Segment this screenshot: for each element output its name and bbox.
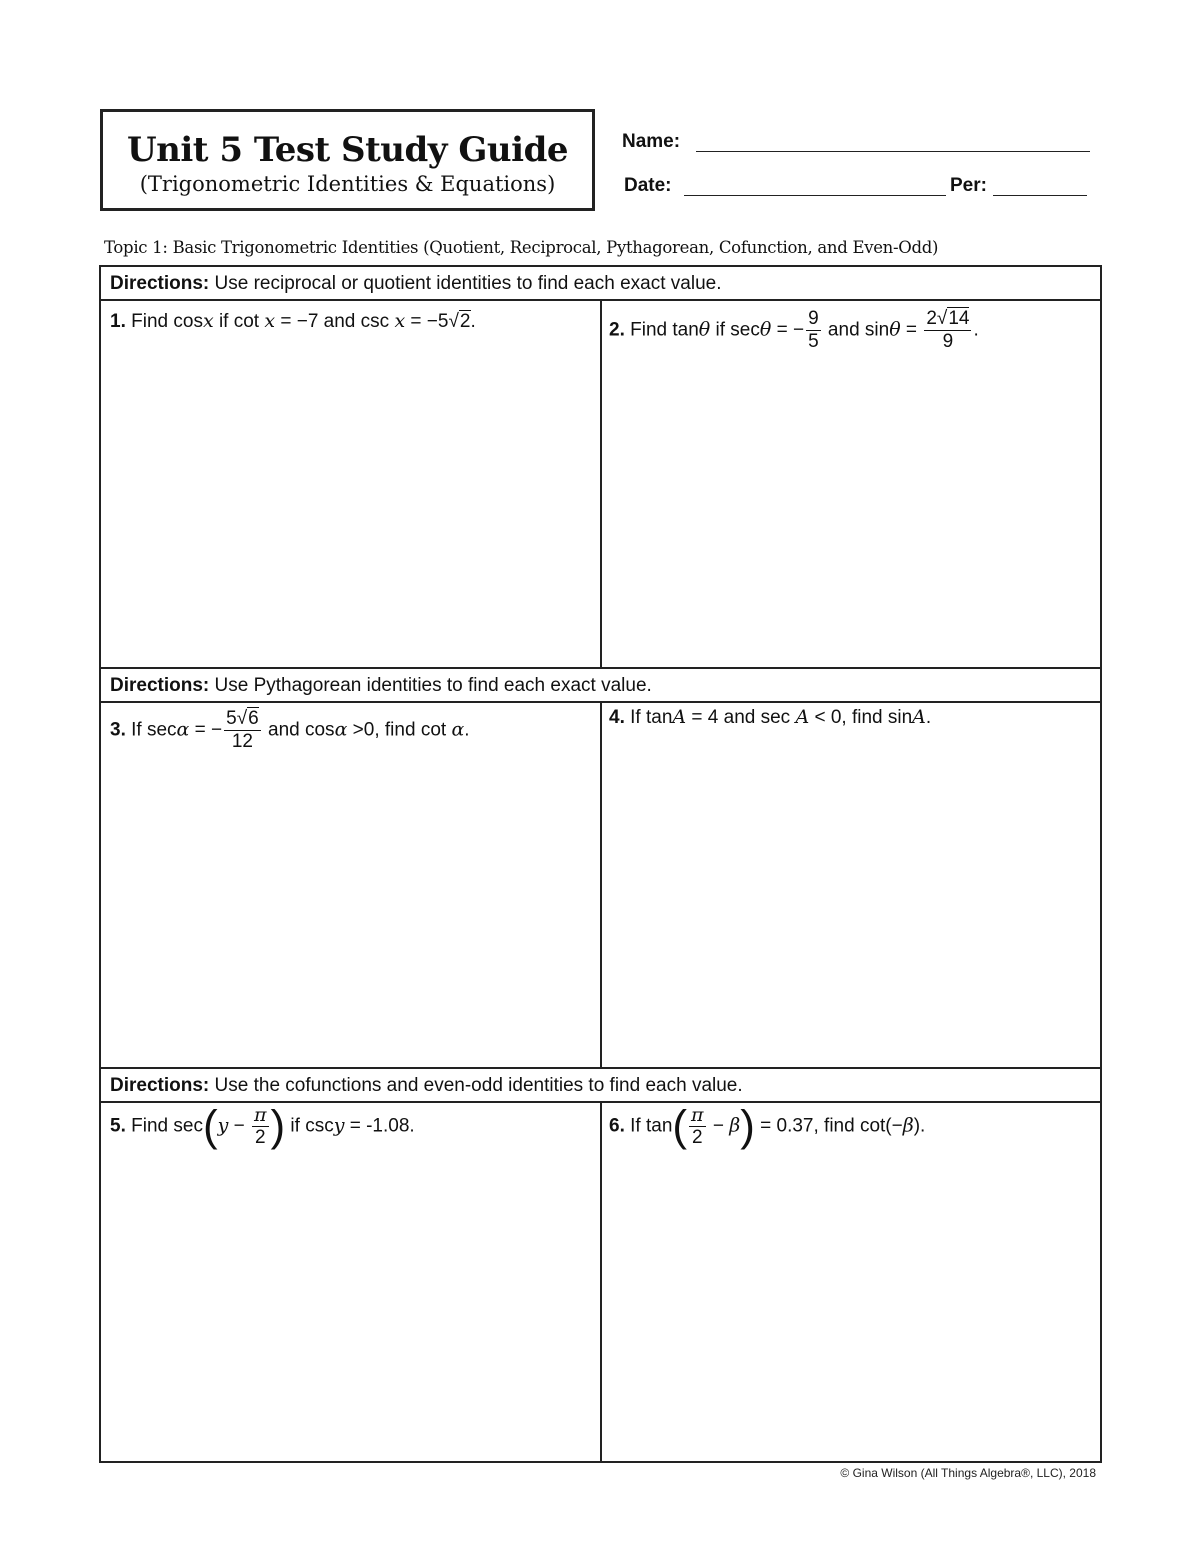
date-label: Date: (624, 175, 672, 196)
problem-5: 5. Find sec(y − $\frac{\pi}{2}$ ) if cscy = -1.08. (110, 1101, 415, 1151)
name-field[interactable] (696, 151, 1090, 152)
problem-1: 1. Find cosx if cot x = −7 and csc x = −5√2. (110, 310, 476, 332)
directions-text: Use the cofunctions and even-odd identities to find each value. (209, 1075, 743, 1096)
page-subtitle: (Trigonometric Identities & Equations) (139, 172, 556, 196)
column-divider (600, 301, 602, 669)
problem-2: 2. Find tanθ if secθ = − $\frac{9}{5}$ and sinθ = $\frac{2√14}{9}$ . (609, 308, 979, 352)
problem-4: 4. If tanA = 4 and sec A < 0, find sinA. (609, 706, 932, 728)
directions-text: Use Pythagorean identities to find each exact value. (209, 675, 652, 696)
column-divider (600, 1103, 602, 1463)
problem-6: 6. If tan( $\frac{\pi}{2}$ − β) = 0.37, find cot(−β). (609, 1101, 926, 1151)
directions-row-3 (101, 1067, 1100, 1103)
directions-label: Directions: (110, 1075, 210, 1096)
directions-text: Use reciprocal or quotient identities to find each exact value. (209, 273, 722, 294)
page-title: Unit 5 Test Study Guide (127, 130, 568, 170)
problem-3: 3. If secα = − $\frac{5√6}{12}$ and cosα >0, find cot α. (110, 708, 470, 752)
directions-row-1 (101, 267, 1100, 301)
topic-heading: Topic 1: Basic Trigonometric Identities (Quotient, Reciprocal, Pythagorean, Cofunction, and Even-Odd) (104, 238, 939, 257)
name-label: Name: (622, 131, 681, 152)
copyright-footer: © Gina Wilson (All Things Algebra®, LLC), 2018 (840, 1466, 1096, 1480)
per-field[interactable] (993, 195, 1087, 196)
date-field[interactable] (684, 195, 946, 196)
problem-grid (99, 265, 1102, 1463)
directions-label: Directions: (110, 675, 210, 696)
title-box (100, 109, 595, 211)
directions-label: Directions: (110, 273, 210, 294)
per-label: Per: (950, 175, 987, 196)
directions-row-2 (101, 667, 1100, 703)
column-divider (600, 703, 602, 1069)
